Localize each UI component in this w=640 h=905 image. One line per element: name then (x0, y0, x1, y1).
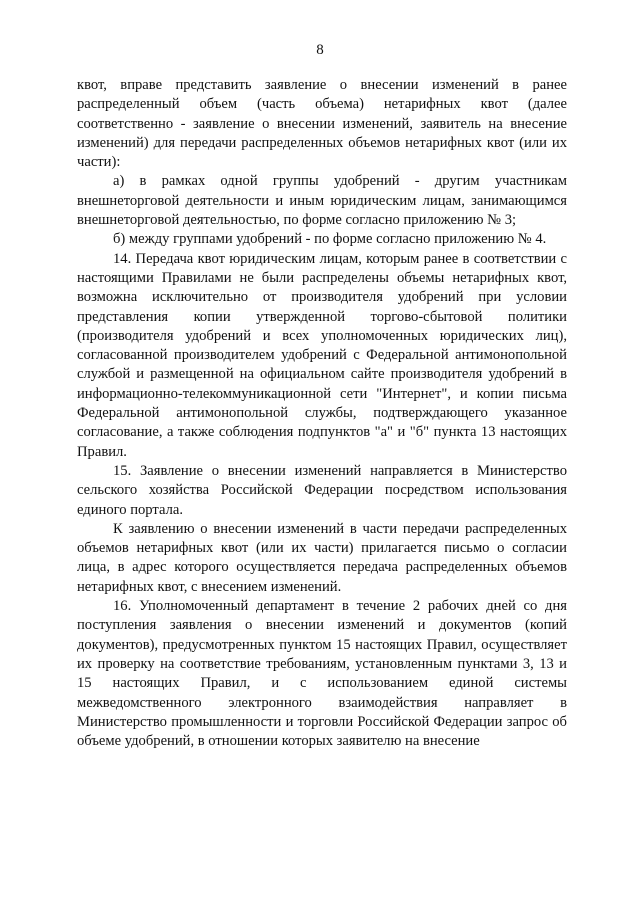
paragraph-15: 15. Заявление о внесении изменений направляется в Министерство сельского хозяйства Российской Федерации посредством использования единого портала. (77, 462, 567, 518)
document-body (77, 76, 567, 751)
paragraph-item-a: а) в рамках одной группы удобрений - другим участникам внешнеторговой деятельности и иным юридическим лицам, занимающимся внешнеторговой деятельностью, по форме согласно приложению № 3; (77, 173, 567, 229)
paragraph-16: 16. Уполномоченный департамент в течение 2 рабочих дней со дня поступления заявления о внесении изменений и документов (копий документов), предусмотренных пунктом 15 настоящих Правил, осуществляет их проверку на соответствие требованиям, установленным пунктами 3, 13 и 15 настоящих Правил, и с использованием единой системы межведомственного электронного взаимодействия направляет в Министерство промышленности и торговли Российской Федерации запрос об объеме удобрений, в отношении которых заявителю на внесение (77, 598, 567, 750)
paragraph-14: 14. Передача квот юридическим лицам, которым ранее в соответствии с настоящими Правилами не были распределены объемы нетарифных квот, возможна исключительно от производителя удобрений при условии представления копии утвержденной торгово-сбытовой политики (производителя удобрений и всех уполномоченных юридических лиц), согласованной производителем удобрений с Федеральной антимонопольной службой и размещенной на официальном сайте производителя удобрений в информационно-телекоммуникационной сети "Интернет", и копии письма Федеральной антимонопольной службы, подтверждающего указанное согласование, а также соблюдения подпунктов "а" и "б" пункта 13 настоящих Правил. (77, 250, 567, 460)
paragraph-item-b: б) между группами удобрений - по форме согласно приложению № 4. (113, 231, 547, 248)
paragraph-continuation: квот, вправе представить заявление о внесении изменений в ранее распределенный объем (часть объема) нетарифных квот (далее соответственно - заявление о внесении изменений, заявитель на внесение изменений) для передачи распределенных объемов нетарифных квот (или их части): (77, 77, 567, 171)
page-number: 8 (316, 42, 324, 58)
paragraph-15-attachment: К заявлению о внесении изменений в части передачи распределенных объемов нетарифных квот (или их части) прилагается письмо о согласии лица, в адрес которого осуществляется передача распределенных объемов нетарифных квот, с внесением изменений. (77, 520, 567, 595)
